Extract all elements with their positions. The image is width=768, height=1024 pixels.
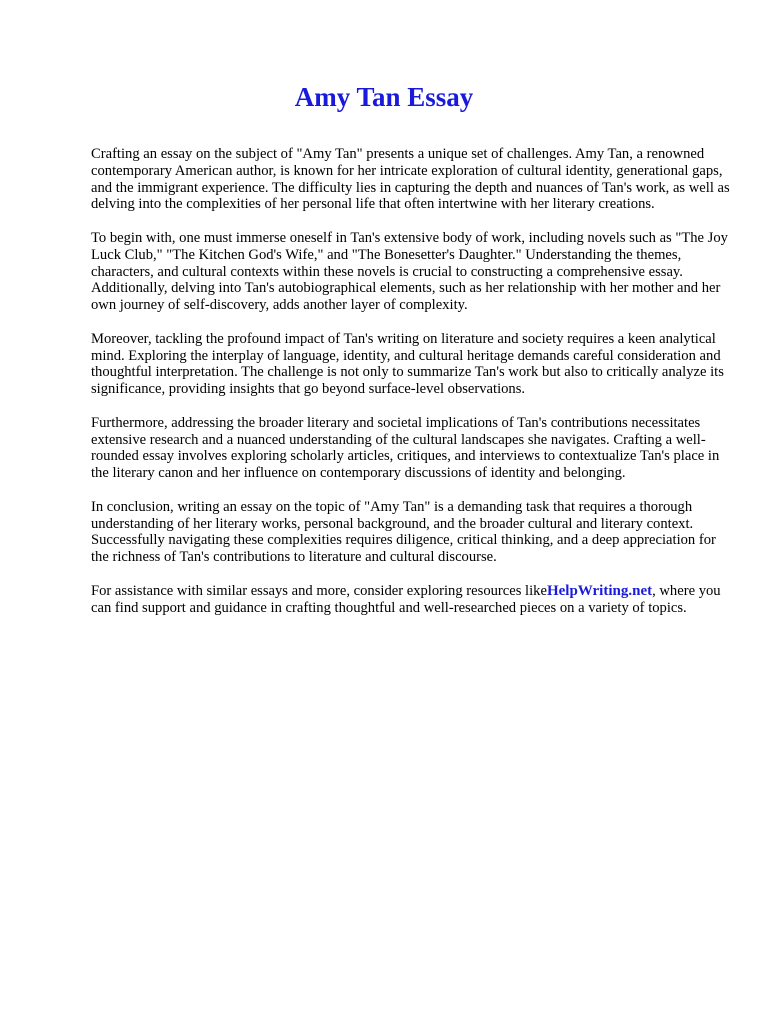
- helpwriting-link[interactable]: HelpWriting.net: [546, 582, 653, 599]
- paragraph-4: Furthermore, addressing the broader literary and societal implications of Tan's contributions necessitates extensive research and a nuanced understanding of the cultural landscapes she navigates. Crafting a well-rounded essay involves exploring scholarly articles, critiques, and interviews to contextualize Tan's place in the literary canon and her influence on contemporary discussions of identity and belonging.: [91, 414, 720, 482]
- paragraph-1: Crafting an essay on the subject of "Amy Tan" presents a unique set of challenges. Amy Tan, a renowned contemporary American author, is known for her intricate exploration of cultural identity, generational gaps, and the immigrant experience. The difficulty lies in capturing the depth and nuances of Tan's work, as well as delving into the complexities of her personal life that often intertwine with her literary creations.: [91, 146, 730, 213]
- paragraph-6-tail: , where you can find support and guidance in crafting thoughtful and well-researched pieces on a variety of topics.: [91, 582, 721, 616]
- paragraph-3: Moreover, tackling the profound impact of Tan's writing on literature and society requires a keen analytical mind. Exploring the interplay of language, identity, and cultural heritage demands careful consideration and thoughtful interpretation. The challenge is not only to summarize Tan's work but also to critically analyze its significance, providing insights that go beyond surface-level observations.: [91, 330, 724, 398]
- document-body: [91, 146, 731, 633]
- paragraph-5: In conclusion, writing an essay on the topic of "Amy Tan" is a demanding task that requires a thorough understanding of her literary works, personal background, and the broader cultural and literary context. Successfully navigating these complexities requires diligence, critical thinking, and a deep appreciation for the richness of Tan's contributions to literature and cultural discourse.: [91, 498, 716, 566]
- paragraph-6-lead: For assistance with similar essays and more, consider exploring resources like: [91, 582, 547, 599]
- paragraph-2: To begin with, one must immerse oneself in Tan's extensive body of work, including novels such as "The Joy Luck Club," "The Kitchen God's Wife," and "The Bonesetter's Daughter." Understanding the themes, characters, and cultural contexts within these novels is crucial to constructing a comprehensive essay. Additionally, delving into Tan's autobiographical elements, such as her relationship with her mother and her own journey of self-discovery, adds another layer of complexity.: [91, 229, 728, 314]
- paragraph-6: [91, 583, 731, 617]
- document-title: Amy Tan Essay: [294, 82, 474, 112]
